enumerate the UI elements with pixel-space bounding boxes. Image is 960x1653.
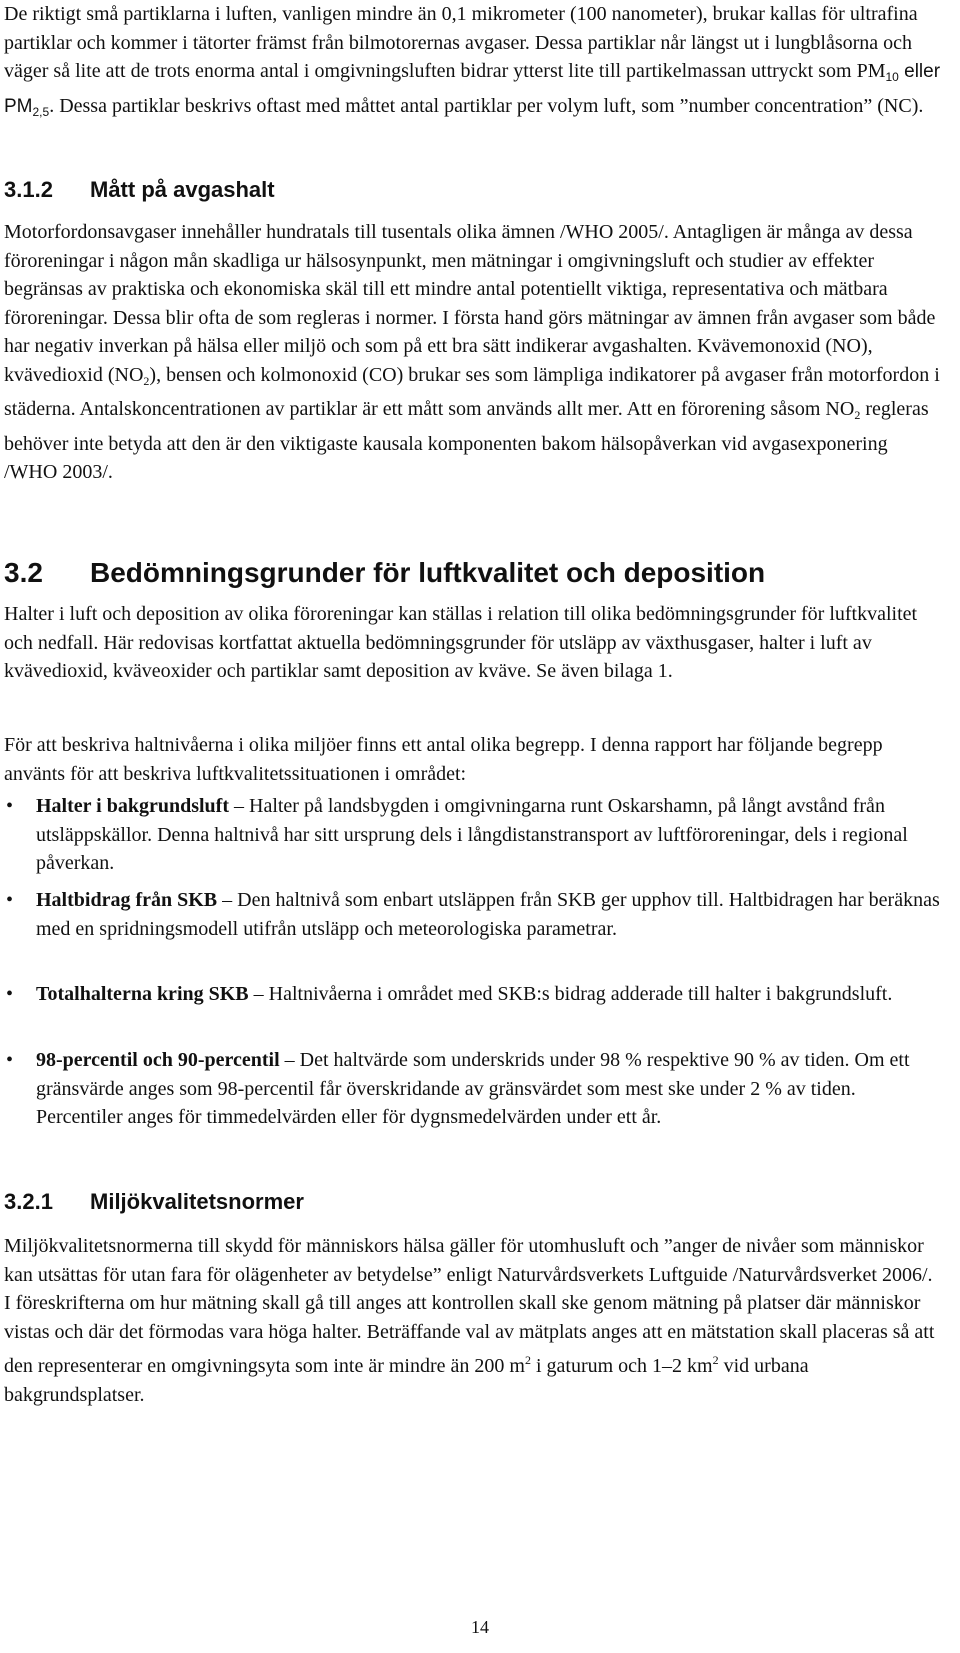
bullet-text [36, 886, 942, 943]
bullet-text [36, 1046, 942, 1132]
bullet-dot: • [6, 983, 14, 1005]
paragraph-text-c: regleras behöver inte betyda att den är den viktigaste kausala komponenten bakom hälsopåverkan vid avgasexponering /WHO 2003/. [4, 398, 929, 483]
bullet-dash: – [229, 795, 249, 817]
bullet-dot: • [6, 889, 14, 911]
section-3-2-1-paragraph [4, 1232, 942, 1409]
paragraph-text-b: ), bensen och kolmonoxid (CO) brukar ses som lämpliga indikatorer på avgaser från motorfordon i städerna. Antalskoncentrationen av partiklar är ett mått som används allt mer. Att en förorening såsom NO [4, 363, 940, 420]
pm25-subscript: 2,5 [32, 104, 50, 119]
bullet-dot: • [6, 1049, 14, 1071]
page-number: 14 [471, 1617, 489, 1637]
bullet-description: Haltnivåerna i området med SKB:s bidrag adderade till halter i bakgrundsluft. [268, 983, 893, 1005]
no2-subscript: 2 [143, 373, 150, 388]
section-title: Bedömningsgrunder för luftkvalitet och deposition [90, 557, 766, 588]
pm10-subscript: 10 [885, 70, 899, 84]
bullet-term: 98-percentil och 90-percentil [36, 1049, 280, 1071]
bullet-description: Det haltvärde som underskrids under 98 % respektive 90 % av tiden. Om ett gränsvärde anges som 98-percentil får överskridande av gränsvärdet som mest ske under 2 % av tiden. Percentiler anges för timmedelvärden eller för dygnsmedelvärden under ett år. [36, 1049, 910, 1128]
section-number: 3.2.1 [4, 1189, 53, 1214]
section-3-2-paragraph-2: För att beskriva haltnivåerna i olika miljöer finns ett antal olika begrepp. I denna rapport har följande begrepp använts för att beskriva luftkvalitetssituationen i området: [4, 734, 883, 785]
section-number: 3.2 [4, 557, 43, 588]
section-title: Mått på avgashalt [90, 177, 275, 202]
bullet-dash: – [217, 889, 238, 911]
bullet-dot: • [6, 795, 14, 817]
intro-paragraph [4, 0, 942, 126]
section-3-1-2-paragraph [4, 218, 942, 487]
section-heading-3-2-1 [4, 1189, 304, 1215]
paragraph-text-b: i gaturum och 1–2 km [530, 1355, 713, 1377]
no2-subscript: 2 [854, 408, 861, 422]
section-title: Miljökvalitetsnormer [90, 1189, 304, 1214]
paragraph-text-a: Miljökvalitetsnormerna till skydd för människors hälsa gäller för utomhusluft och ”anger de nivåer som människor kan utsättas för utan fara för olägenheter av betydelse” enligt Naturvårdsverkets Luftguide /Naturvårdsverket 2006/. I föreskrifterna om hur mätning skall gå till anges att kontrollen skall ske genom mätning på platser där människor vistas och där det förmodas vara höga halter. Beträffande val av mätplats anges att en mätstation skall placeras så att den representerar en omgivningsyta som inte är mindre än 200 m [4, 1235, 935, 1377]
bullet-description: Den haltnivå som enbart utsläppen från SKB ger upphov till. Haltbidragen har beräknas med en spridningsmodell utifrån utsläpp och meteorologiska parametrar. [36, 889, 940, 940]
bullet-dash: – [248, 983, 269, 1005]
bullet-dash: – [279, 1049, 300, 1071]
section-heading-3-2 [4, 557, 765, 589]
section-3-2-paragraph-1: Halter i luft och deposition av olika föroreningar kan ställas i relation till olika bedömningsgrunder för luftkvalitet och nedfall. Här redovisas kortfattat aktuella bedömningsgrunder för utsläpp av växthusgaser, halter i luft av kvävedioxid, kväveoxider och partiklar samt deposition av kväve. Se även bilaga 1. [4, 603, 918, 682]
km2-superscript: 2 [712, 1353, 719, 1367]
bullet-description: Halter på landsbygden i omgivningarna runt Oskarshamn, på långt avstånd från utsläppskällor. Denna haltnivå har sitt ursprung dels i långdistanstransport av luftföroreningar, dels i regional påverkan. [36, 795, 908, 874]
paragraph-text-c: vid urbana bakgrundsplatser. [4, 1355, 809, 1406]
bullet-term: Totalhalterna kring SKB [36, 983, 249, 1005]
intro-text-b: . Dessa partiklar beskrivs oftast med måttet antal partiklar per volym luft, som ”number concentration” (NC). [49, 94, 924, 117]
bullet-text [36, 980, 942, 1009]
bullet-text [36, 792, 942, 878]
m2-superscript: 2 [524, 1353, 531, 1367]
bullet-term: Haltbidrag från SKB [36, 889, 218, 911]
section-heading-3-1-2 [4, 177, 275, 203]
bullet-term: Halter i bakgrundsluft [36, 795, 229, 817]
paragraph-text-a: Motorfordonsavgaser innehåller hundratals till tusentals olika ämnen /WHO 2005/. Antagligen är många av dessa föroreningar i någon mån skadliga ur hälsosynpunkt, men mätningar i omgivningsluft och studier av effekter begränsas av praktiska och ekonomiska skäl till ett mindre antal potentiellt viktiga, representativa och mätbara föroreningar. Dessa blir ofta de som regleras i normer. I första hand görs mätningar av ämnen från avgaser som både har negativ inverkan på hälsa eller miljö och som på ett bra sätt indikerar avgashalten. Kvävemonoxid (NO), kvävedioxid (NO [4, 221, 936, 386]
intro-text-mid: eller PM [4, 61, 941, 117]
intro-text-a: De riktigt små partiklarna i luften, vanligen mindre än 0,1 mikrometer (100 nanometer), brukar kallas för ultrafina partiklar och kommer i tätorter främst från bilmotorernas avgaser. Dessa partiklar når längst ut i lungblåsorna och väger så lite att de trots enorma antal i omgivningsluften bidrar ytterst lite till partikelmassan uttryckt som PM [4, 3, 918, 82]
section-number: 3.1.2 [4, 177, 53, 202]
